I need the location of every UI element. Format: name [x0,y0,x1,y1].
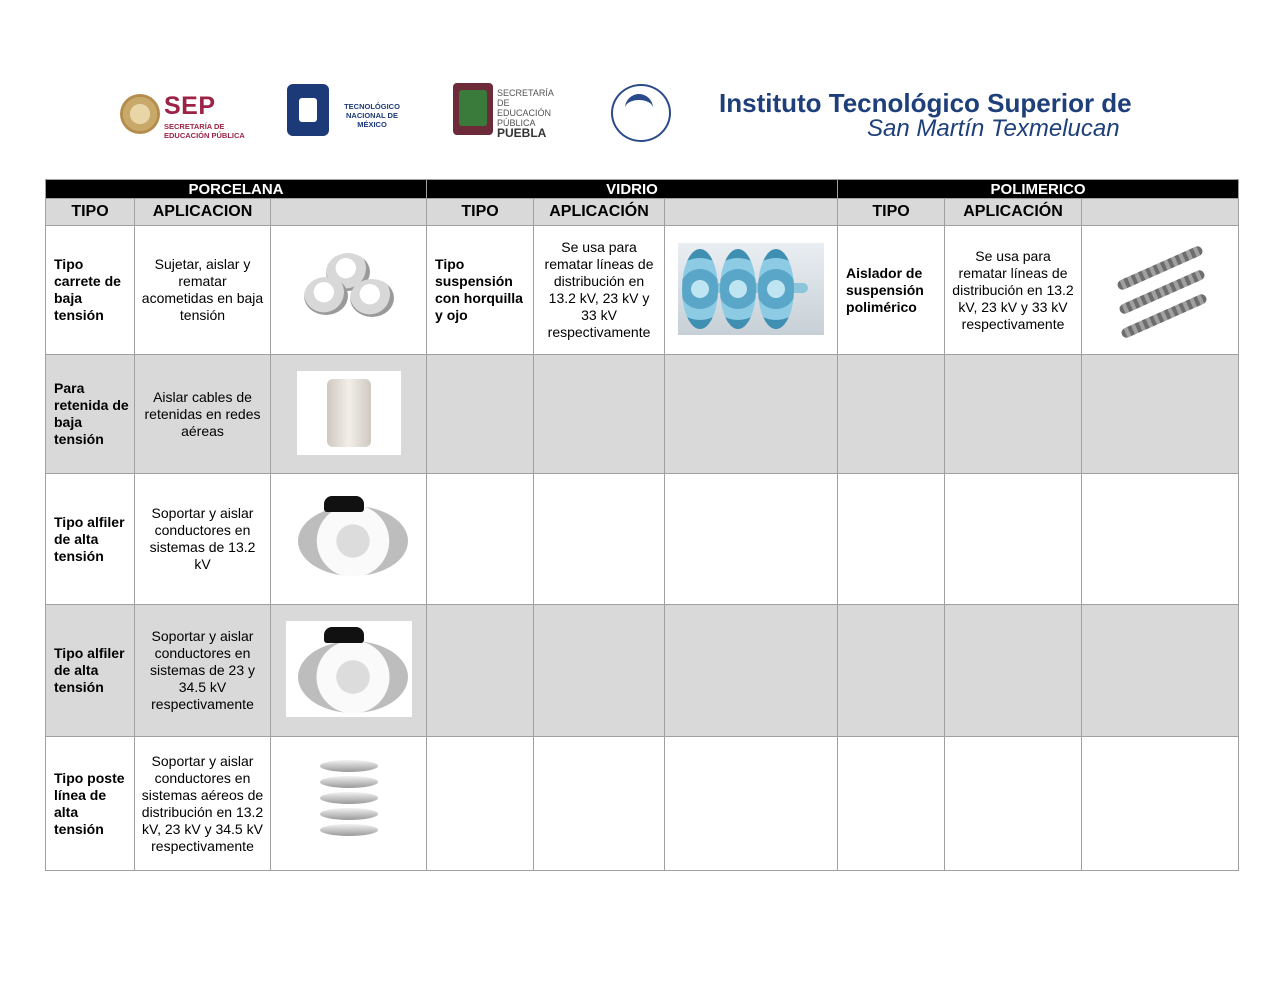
puebla-logo-strong: PUEBLA [497,126,547,140]
empty-cell [665,605,838,737]
sep-puebla-logo [453,83,568,138]
tecnm-gear-icon [287,84,329,136]
empty-cell [534,737,665,871]
institute-subtitle: San Martín Texmelucan [867,115,1120,142]
porcelana-aplicacion-cell: Soportar y aislar conductores en sistemas aéreos de distribución en 13.2 kV, 23 kV y 34.5 kV respectivamente [135,737,271,871]
sep-logo [118,92,248,140]
porcelana-tipo-cell: Tipo alfiler de alta tensión [46,474,135,605]
porcelana-image-cell [271,474,427,605]
empty-cell [427,605,534,737]
puebla-seal-icon [453,83,493,135]
porcelana-image-cell [271,226,427,355]
table-row [46,737,1239,871]
group-header-polimerico: POLIMERICO [838,180,1239,199]
empty-cell [945,474,1082,605]
porcelana-tipo-header: TIPO [46,199,135,226]
empty-cell [1082,737,1239,871]
vidrio-tipo-cell: Tipo suspensión con horquilla y ojo [427,226,534,355]
pin-insulator-image [286,490,412,586]
group-header-porcelana: PORCELANA [46,180,427,199]
empty-cell [838,355,945,474]
sep-logo-subtext: SECRETARÍA DE EDUCACIÓN PÚBLICA [164,122,245,140]
table-row [46,474,1239,605]
pin-insulator-large-image [286,621,412,717]
polimerico-image-header [1082,199,1239,226]
vidrio-tipo-header: TIPO [427,199,534,226]
puebla-logo-text [497,88,567,138]
porcelana-image-cell [271,355,427,474]
polimerico-image-cell [1082,226,1239,355]
vidrio-aplicacion-header: APLICACIÓN [534,199,665,226]
group-header-vidrio: VIDRIO [427,180,838,199]
porcelana-aplicacion-cell: Sujetar, aislar y rematar acometidas en baja tensión [135,226,271,355]
empty-cell [427,355,534,474]
sep-logo-text: SEP [164,92,216,120]
porcelana-image-cell [271,605,427,737]
empty-cell [945,355,1082,474]
polimerico-aplicacion-cell: Se usa para rematar líneas de distribución en 13.2 kV, 23 kV y 33 kV respectivamente [945,226,1082,355]
table-row [46,355,1239,474]
porcelana-image-header [271,199,427,226]
empty-cell [838,605,945,737]
empty-cell [665,474,838,605]
porcelana-aplicacion-header: APLICACION [135,199,271,226]
empty-cell [427,737,534,871]
column-header-row [46,199,1239,226]
empty-cell [838,474,945,605]
porcelana-tipo-cell: Para retenida de baja tensión [46,355,135,474]
puebla-logo-line: EDUCACIÓN [497,108,552,118]
table-row [46,226,1239,355]
porcelana-aplicacion-cell: Soportar y aislar conductores en sistemas de 13.2 kV [135,474,271,605]
porcelana-tipo-cell: Tipo carrete de baja tensión [46,226,135,355]
polymer-suspension-insulator-image [1110,241,1210,337]
table-row [46,605,1239,737]
empty-cell [534,474,665,605]
institute-eagle-logo-icon [611,84,671,142]
puebla-logo-line: SECRETARÍA DE [497,88,554,108]
document-header [0,0,1280,160]
line-post-insulator-image [302,752,396,852]
polimerico-tipo-cell: Aislador de suspensión polimérico [838,226,945,355]
mexico-seal-icon [120,94,160,134]
guy-strain-insulator-image [297,371,401,455]
tecnm-logo [287,82,412,140]
institute-title: Instituto Tecnológico Superior de [719,88,1132,118]
vidrio-aplicacion-cell: Se usa para rematar líneas de distribución en 13.2 kV, 23 kV y 33 kV respectivamente [534,226,665,355]
vidrio-image-header [665,199,838,226]
empty-cell [1082,605,1239,737]
porcelana-aplicacion-cell: Aislar cables de retenidas en redes aéreas [135,355,271,474]
material-group-row [46,180,1239,199]
porcelana-aplicacion-cell: Soportar y aislar conductores en sistemas de 23 y 34.5 kV respectivamente [135,605,271,737]
polimerico-aplicacion-header: APLICACIÓN [945,199,1082,226]
empty-cell [1082,355,1239,474]
empty-cell [945,605,1082,737]
empty-cell [838,737,945,871]
empty-cell [534,355,665,474]
insulator-comparison-table [45,179,1239,871]
vidrio-image-cell [665,226,838,355]
empty-cell [427,474,534,605]
empty-cell [665,737,838,871]
empty-cell [665,355,838,474]
porcelana-tipo-cell: Tipo poste línea de alta tensión [46,737,135,871]
puebla-logo-line: PÚBLICA [497,118,536,128]
glass-suspension-insulator-image [678,243,824,335]
tecnm-logo-text: TECNOLÓGICO NACIONAL DE MÉXICO [344,102,400,129]
empty-cell [534,605,665,737]
porcelana-image-cell [271,737,427,871]
polimerico-tipo-header: TIPO [838,199,945,226]
spool-insulator-image [294,249,404,329]
empty-cell [1082,474,1239,605]
empty-cell [945,737,1082,871]
porcelana-tipo-cell: Tipo alfiler de alta tensión [46,605,135,737]
